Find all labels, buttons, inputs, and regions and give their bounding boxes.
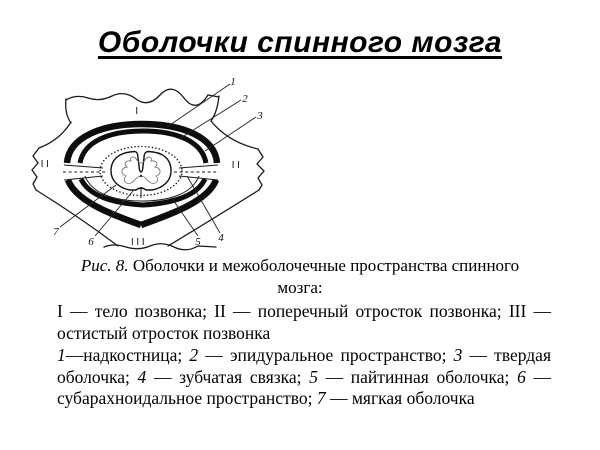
legend-num-5: 5 [309,366,318,387]
legend-num-2: 2 [189,345,199,365]
legend-roman-numerals [57,301,551,344]
legend-num-6: 6 [517,366,526,387]
figure-label-roman-II-left: II [40,158,52,170]
figure-label-5: 5 [195,236,201,248]
figure-label-roman-III: III [130,236,148,248]
figure-label-7: 7 [53,226,59,238]
figure-label-2: 2 [242,93,248,105]
spinal-cord-diagram-svg [8,72,280,256]
figure-label-1: 1 [230,76,236,88]
figure-label-roman-I: I [135,105,141,117]
legend-item-7: — мягкая оболочка [325,388,475,408]
figure-caption-ref: Рис. 8. [80,256,129,275]
legend-num-7: 7 [316,388,326,408]
spinal-cord-outline [111,152,171,199]
gray-matter-butterfly [122,157,160,183]
legend-item-2: — эпидуральное пространство; [198,345,454,365]
legend-item-3: — твердая оболочка; [57,345,551,387]
central-canal-dot [140,175,142,177]
leader-lines [60,84,256,236]
periosteum-ring [67,124,217,225]
slide-title-text: Оболочки спинного мозга [97,26,503,59]
figure-label-4: 4 [218,232,224,244]
legend-item-4: — зубчатая связка; [146,366,310,387]
spinal-cord-diagram [8,72,280,256]
legend-item-5: — пайтинная оболочка; [317,366,518,387]
legend-arabic-numerals [57,345,551,410]
slide-title [0,26,600,60]
legend-num-4: 4 [137,366,147,387]
legend-num-3: 3 [453,345,463,365]
legend-roman-text: I — тело позвонка; II — поперечный отросток позвонка; III — остистый отросток позвонка [57,301,551,343]
figure-caption [60,255,540,299]
figure-label-6: 6 [88,236,94,248]
legend-item-1: —надкостница; [65,345,190,365]
legend-num-1: 1 [57,345,66,365]
figure-label-3: 3 [257,110,263,122]
figure-label-roman-II-right: II [231,159,243,171]
figure-caption-text: Оболочки и межоболочечные пространства спинного мозга: [128,256,520,297]
legend-item-6: — субарахноидальное пространство; [57,366,551,408]
